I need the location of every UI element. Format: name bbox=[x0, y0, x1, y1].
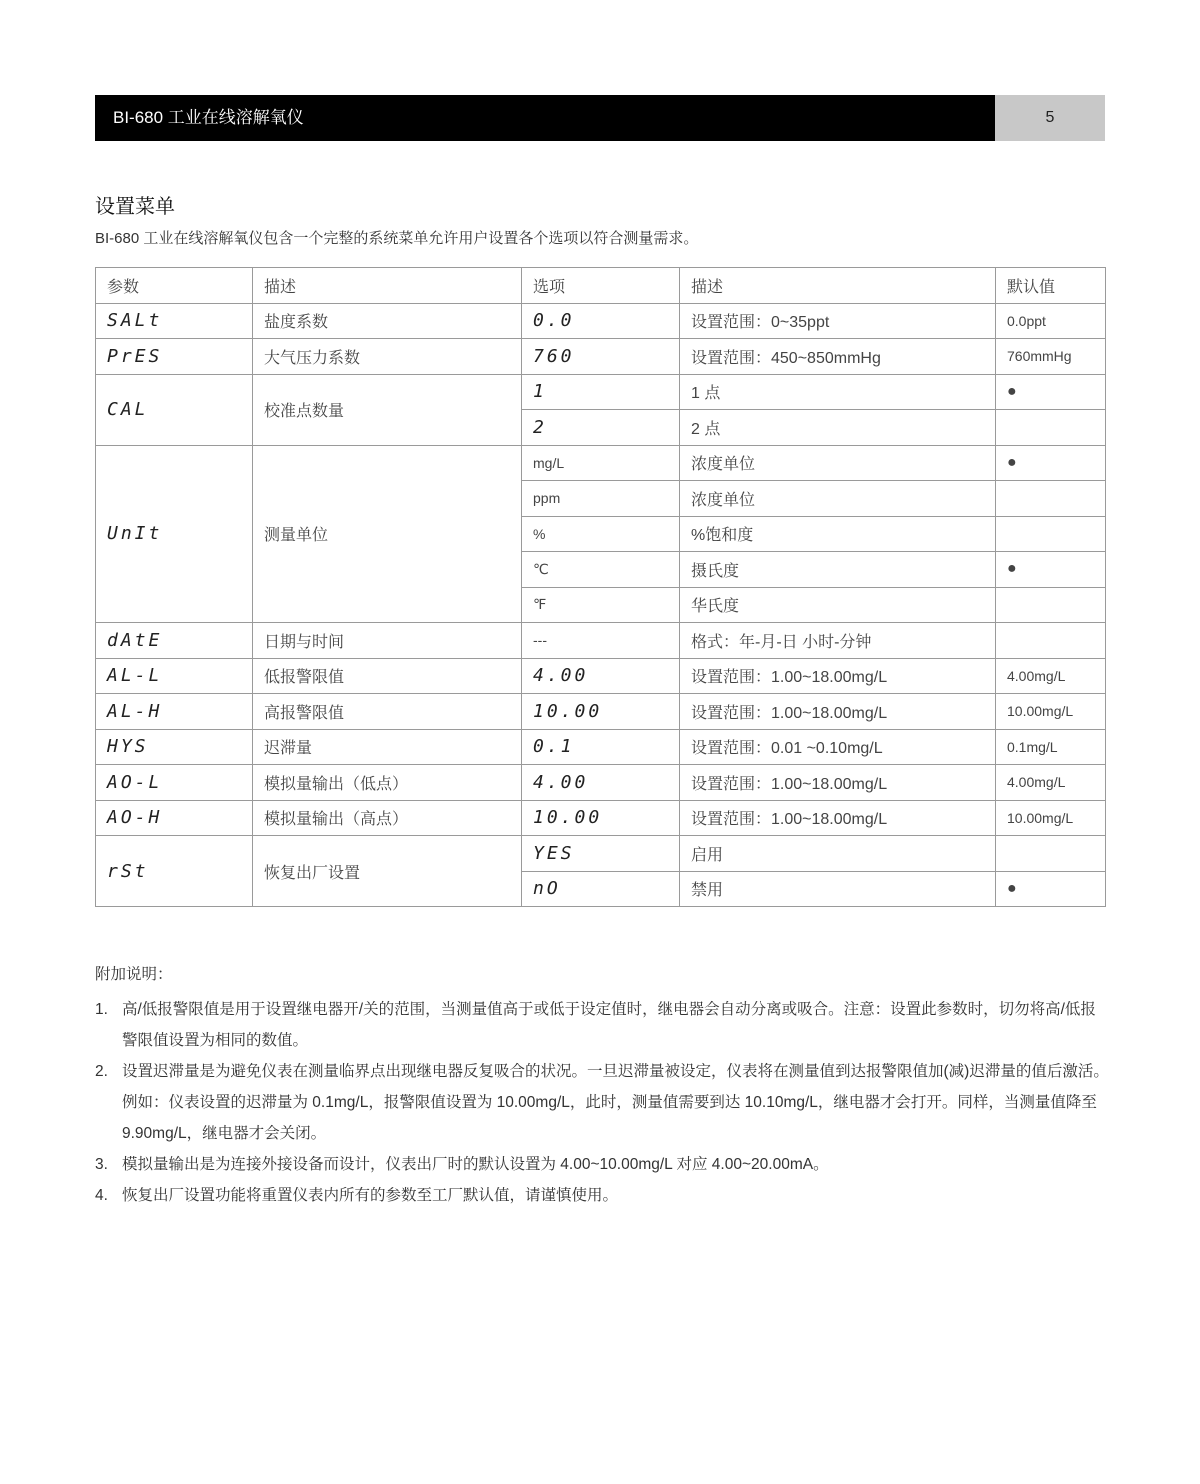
option-value: 4.00 bbox=[522, 765, 680, 801]
default-value: ● bbox=[996, 552, 1106, 588]
note-text: 高/低报警限值是用于设置继电器开/关的范围，当测量值高于或低于设定值时，继电器会自动分离或吸合。注意：设置此参数时，切勿将高/低报警限值设置为相同的数值。 bbox=[122, 1001, 1096, 1049]
option-description: 设置范围：0~35ppt bbox=[680, 303, 996, 339]
param-code: SALt bbox=[96, 303, 253, 339]
table-row bbox=[96, 694, 1106, 730]
option-value: nO bbox=[522, 871, 680, 907]
option-description: 禁用 bbox=[680, 871, 996, 907]
param-code: CAL bbox=[96, 374, 253, 445]
param-code: dAtE bbox=[96, 623, 253, 659]
page-number: 5 bbox=[995, 95, 1105, 141]
option-description: 设置范围：1.00~18.00mg/L bbox=[680, 658, 996, 694]
option-value: 10.00 bbox=[522, 694, 680, 730]
table-row bbox=[96, 658, 1106, 694]
param-code: AO-L bbox=[96, 765, 253, 801]
param-code: AO-H bbox=[96, 800, 253, 836]
note-number: 2. bbox=[95, 1063, 108, 1080]
default-value bbox=[996, 516, 1106, 552]
option-description: 设置范围：450~850mmHg bbox=[680, 339, 996, 375]
default-value: 10.00mg/L bbox=[996, 694, 1106, 730]
note-text: 设置迟滞量是为避免仪表在测量临界点出现继电器反复吸合的状况。一旦迟滞量被设定，仪表将在测量值到达报警限值加(减)迟滞量的值后激活。例如：仪表设置的迟滞量为 0.1mg/L，报警限值设置为 10.00mg/L，此时，测量值需要到达 10.10mg/L，继电器才会打开。同样，当测量值降至 9.90mg/L，继电器才会关闭。 bbox=[122, 1063, 1109, 1142]
default-value bbox=[996, 410, 1106, 446]
option-description: 设置范围：0.01 ~0.10mg/L bbox=[680, 729, 996, 765]
option-description: 1 点 bbox=[680, 374, 996, 410]
option-value: 1 bbox=[522, 374, 680, 410]
note-number: 1. bbox=[95, 1001, 108, 1018]
default-value: ● bbox=[996, 374, 1106, 410]
note-item bbox=[95, 1149, 1110, 1180]
default-value: 4.00mg/L bbox=[996, 765, 1106, 801]
table-row bbox=[96, 303, 1106, 339]
param-code: HYS bbox=[96, 729, 253, 765]
section-intro: BI-680 工业在线溶解氧仪包含一个完整的系统菜单允许用户设置各个选项以符合测量需求。 bbox=[95, 230, 699, 247]
note-item bbox=[95, 1056, 1110, 1149]
table-row bbox=[96, 836, 1106, 872]
option-description: 华氏度 bbox=[680, 587, 996, 623]
option-value: 0.0 bbox=[522, 303, 680, 339]
option-value: ℃ bbox=[522, 552, 680, 588]
option-description: 浓度单位 bbox=[680, 445, 996, 481]
table-row bbox=[96, 623, 1106, 659]
header-param: 参数 bbox=[96, 268, 253, 304]
option-value: 760 bbox=[522, 339, 680, 375]
section-title: 设置菜单 bbox=[95, 196, 175, 218]
default-value: 10.00mg/L bbox=[996, 800, 1106, 836]
param-code: AL-H bbox=[96, 694, 253, 730]
default-value: 4.00mg/L bbox=[996, 658, 1106, 694]
param-description: 高报警限值 bbox=[253, 694, 522, 730]
option-description: 设置范围：1.00~18.00mg/L bbox=[680, 765, 996, 801]
note-text: 模拟量输出是为连接外接设备而设计，仪表出厂时的默认设置为 4.00~10.00mg/L 对应 4.00~20.00mA。 bbox=[122, 1156, 829, 1173]
table-row bbox=[96, 339, 1106, 375]
param-code: AL-L bbox=[96, 658, 253, 694]
option-value: % bbox=[522, 516, 680, 552]
note-item bbox=[95, 994, 1110, 1056]
additional-notes bbox=[95, 962, 1110, 1211]
table-row bbox=[96, 729, 1106, 765]
default-value bbox=[996, 481, 1106, 517]
option-value: 2 bbox=[522, 410, 680, 446]
table-row bbox=[96, 765, 1106, 801]
note-text: 恢复出厂设置功能将重置仪表内所有的参数至工厂默认值，请谨慎使用。 bbox=[122, 1187, 619, 1204]
option-value: ppm bbox=[522, 481, 680, 517]
default-value bbox=[996, 587, 1106, 623]
param-description: 低报警限值 bbox=[253, 658, 522, 694]
note-number: 3. bbox=[95, 1156, 108, 1173]
header-option: 选项 bbox=[522, 268, 680, 304]
param-description: 测量单位 bbox=[253, 445, 522, 623]
option-description: 启用 bbox=[680, 836, 996, 872]
header-default: 默认值 bbox=[996, 268, 1106, 304]
param-code: rSt bbox=[96, 836, 253, 907]
option-description: 设置范围：1.00~18.00mg/L bbox=[680, 800, 996, 836]
param-description: 模拟量输出（低点） bbox=[253, 765, 522, 801]
default-value: 760mmHg bbox=[996, 339, 1106, 375]
option-value: ℉ bbox=[522, 587, 680, 623]
option-description: %饱和度 bbox=[680, 516, 996, 552]
default-value bbox=[996, 623, 1106, 659]
page-header bbox=[95, 95, 1105, 141]
param-description: 校准点数量 bbox=[253, 374, 522, 445]
param-description: 模拟量输出（高点） bbox=[253, 800, 522, 836]
option-value: 0.1 bbox=[522, 729, 680, 765]
option-value: YES bbox=[522, 836, 680, 872]
option-value: mg/L bbox=[522, 445, 680, 481]
table-row bbox=[96, 374, 1106, 410]
option-description: 2 点 bbox=[680, 410, 996, 446]
option-value: --- bbox=[522, 623, 680, 659]
option-value: 4.00 bbox=[522, 658, 680, 694]
param-description: 恢复出厂设置 bbox=[253, 836, 522, 907]
param-description: 日期与时间 bbox=[253, 623, 522, 659]
option-description: 摄氏度 bbox=[680, 552, 996, 588]
param-code: UnIt bbox=[96, 445, 253, 623]
option-description: 设置范围：1.00~18.00mg/L bbox=[680, 694, 996, 730]
notes-list bbox=[95, 994, 1110, 1211]
param-code: PrES bbox=[96, 339, 253, 375]
table-row bbox=[96, 445, 1106, 481]
default-value: 0.0ppt bbox=[996, 303, 1106, 339]
default-value bbox=[996, 836, 1106, 872]
table-row bbox=[96, 800, 1106, 836]
default-value: ● bbox=[996, 445, 1106, 481]
table-header-row bbox=[96, 268, 1106, 304]
document-title: BI-680 工业在线溶解氧仪 bbox=[95, 95, 995, 141]
note-item bbox=[95, 1180, 1110, 1211]
header-option-desc: 描述 bbox=[680, 268, 996, 304]
header-desc: 描述 bbox=[253, 268, 522, 304]
option-value: 10.00 bbox=[522, 800, 680, 836]
settings-menu-table bbox=[95, 267, 1106, 907]
param-description: 迟滞量 bbox=[253, 729, 522, 765]
param-description: 盐度系数 bbox=[253, 303, 522, 339]
option-description: 浓度单位 bbox=[680, 481, 996, 517]
default-value: ● bbox=[996, 871, 1106, 907]
param-description: 大气压力系数 bbox=[253, 339, 522, 375]
note-number: 4. bbox=[95, 1187, 108, 1204]
option-description: 格式：年-月-日 小时-分钟 bbox=[680, 623, 996, 659]
notes-lead: 附加说明： bbox=[95, 966, 173, 983]
default-value: 0.1mg/L bbox=[996, 729, 1106, 765]
